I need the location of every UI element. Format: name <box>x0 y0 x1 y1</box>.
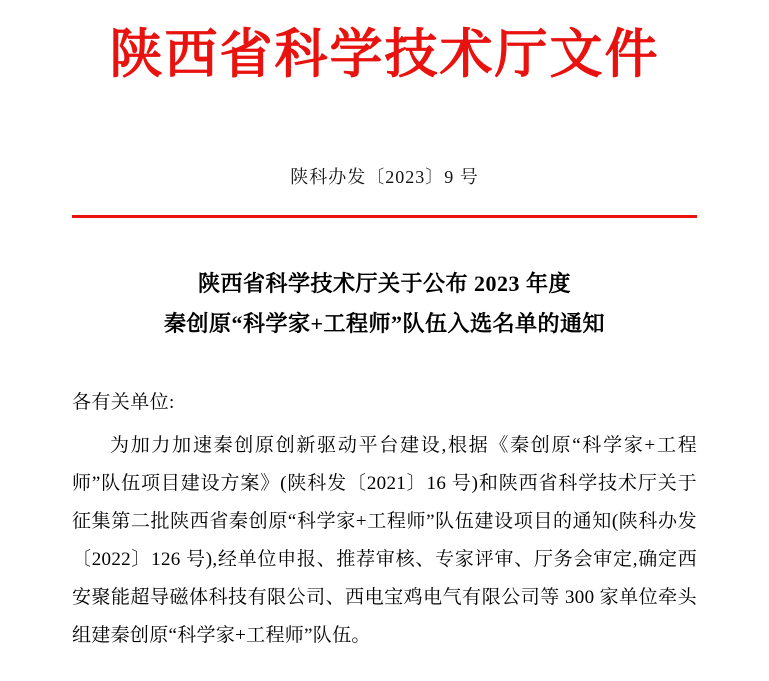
document-number: 陕科办发〔2023〕9 号 <box>290 167 479 188</box>
issuing-authority-title: 陕西省科学技术厅文件 <box>109 26 660 84</box>
salutation: 各有关单位: <box>72 391 175 413</box>
document-header <box>72 26 697 85</box>
red-divider-rule <box>72 215 697 218</box>
document-title <box>72 264 697 342</box>
document-page <box>0 26 769 681</box>
document-title-line-1: 陕西省科学技术厅关于公布 2023 年度 <box>197 271 571 297</box>
document-title-line-2: 秦创原“科学家+工程师”队伍入选名单的通知 <box>163 310 606 336</box>
body-paragraph: 为加力加速秦创原创新驱动平台建设,根据《秦创原“科学家+工程师”队伍项目建设方案》(陕科发〔2021〕16 号)和陕西省科学技术厅关于征集第二批陕西省秦创原“科学家+工程师”队伍建设项目的通知(陕科办发〔2022〕126 号),经单位申报、推荐审核、专家评审、厅务会审定,确定西安聚能超导磁体科技有限公司、西电宝鸡电气有限公司等 300 家单位牵头组建秦创原“科学家+工程师”队伍。 <box>72 434 697 646</box>
